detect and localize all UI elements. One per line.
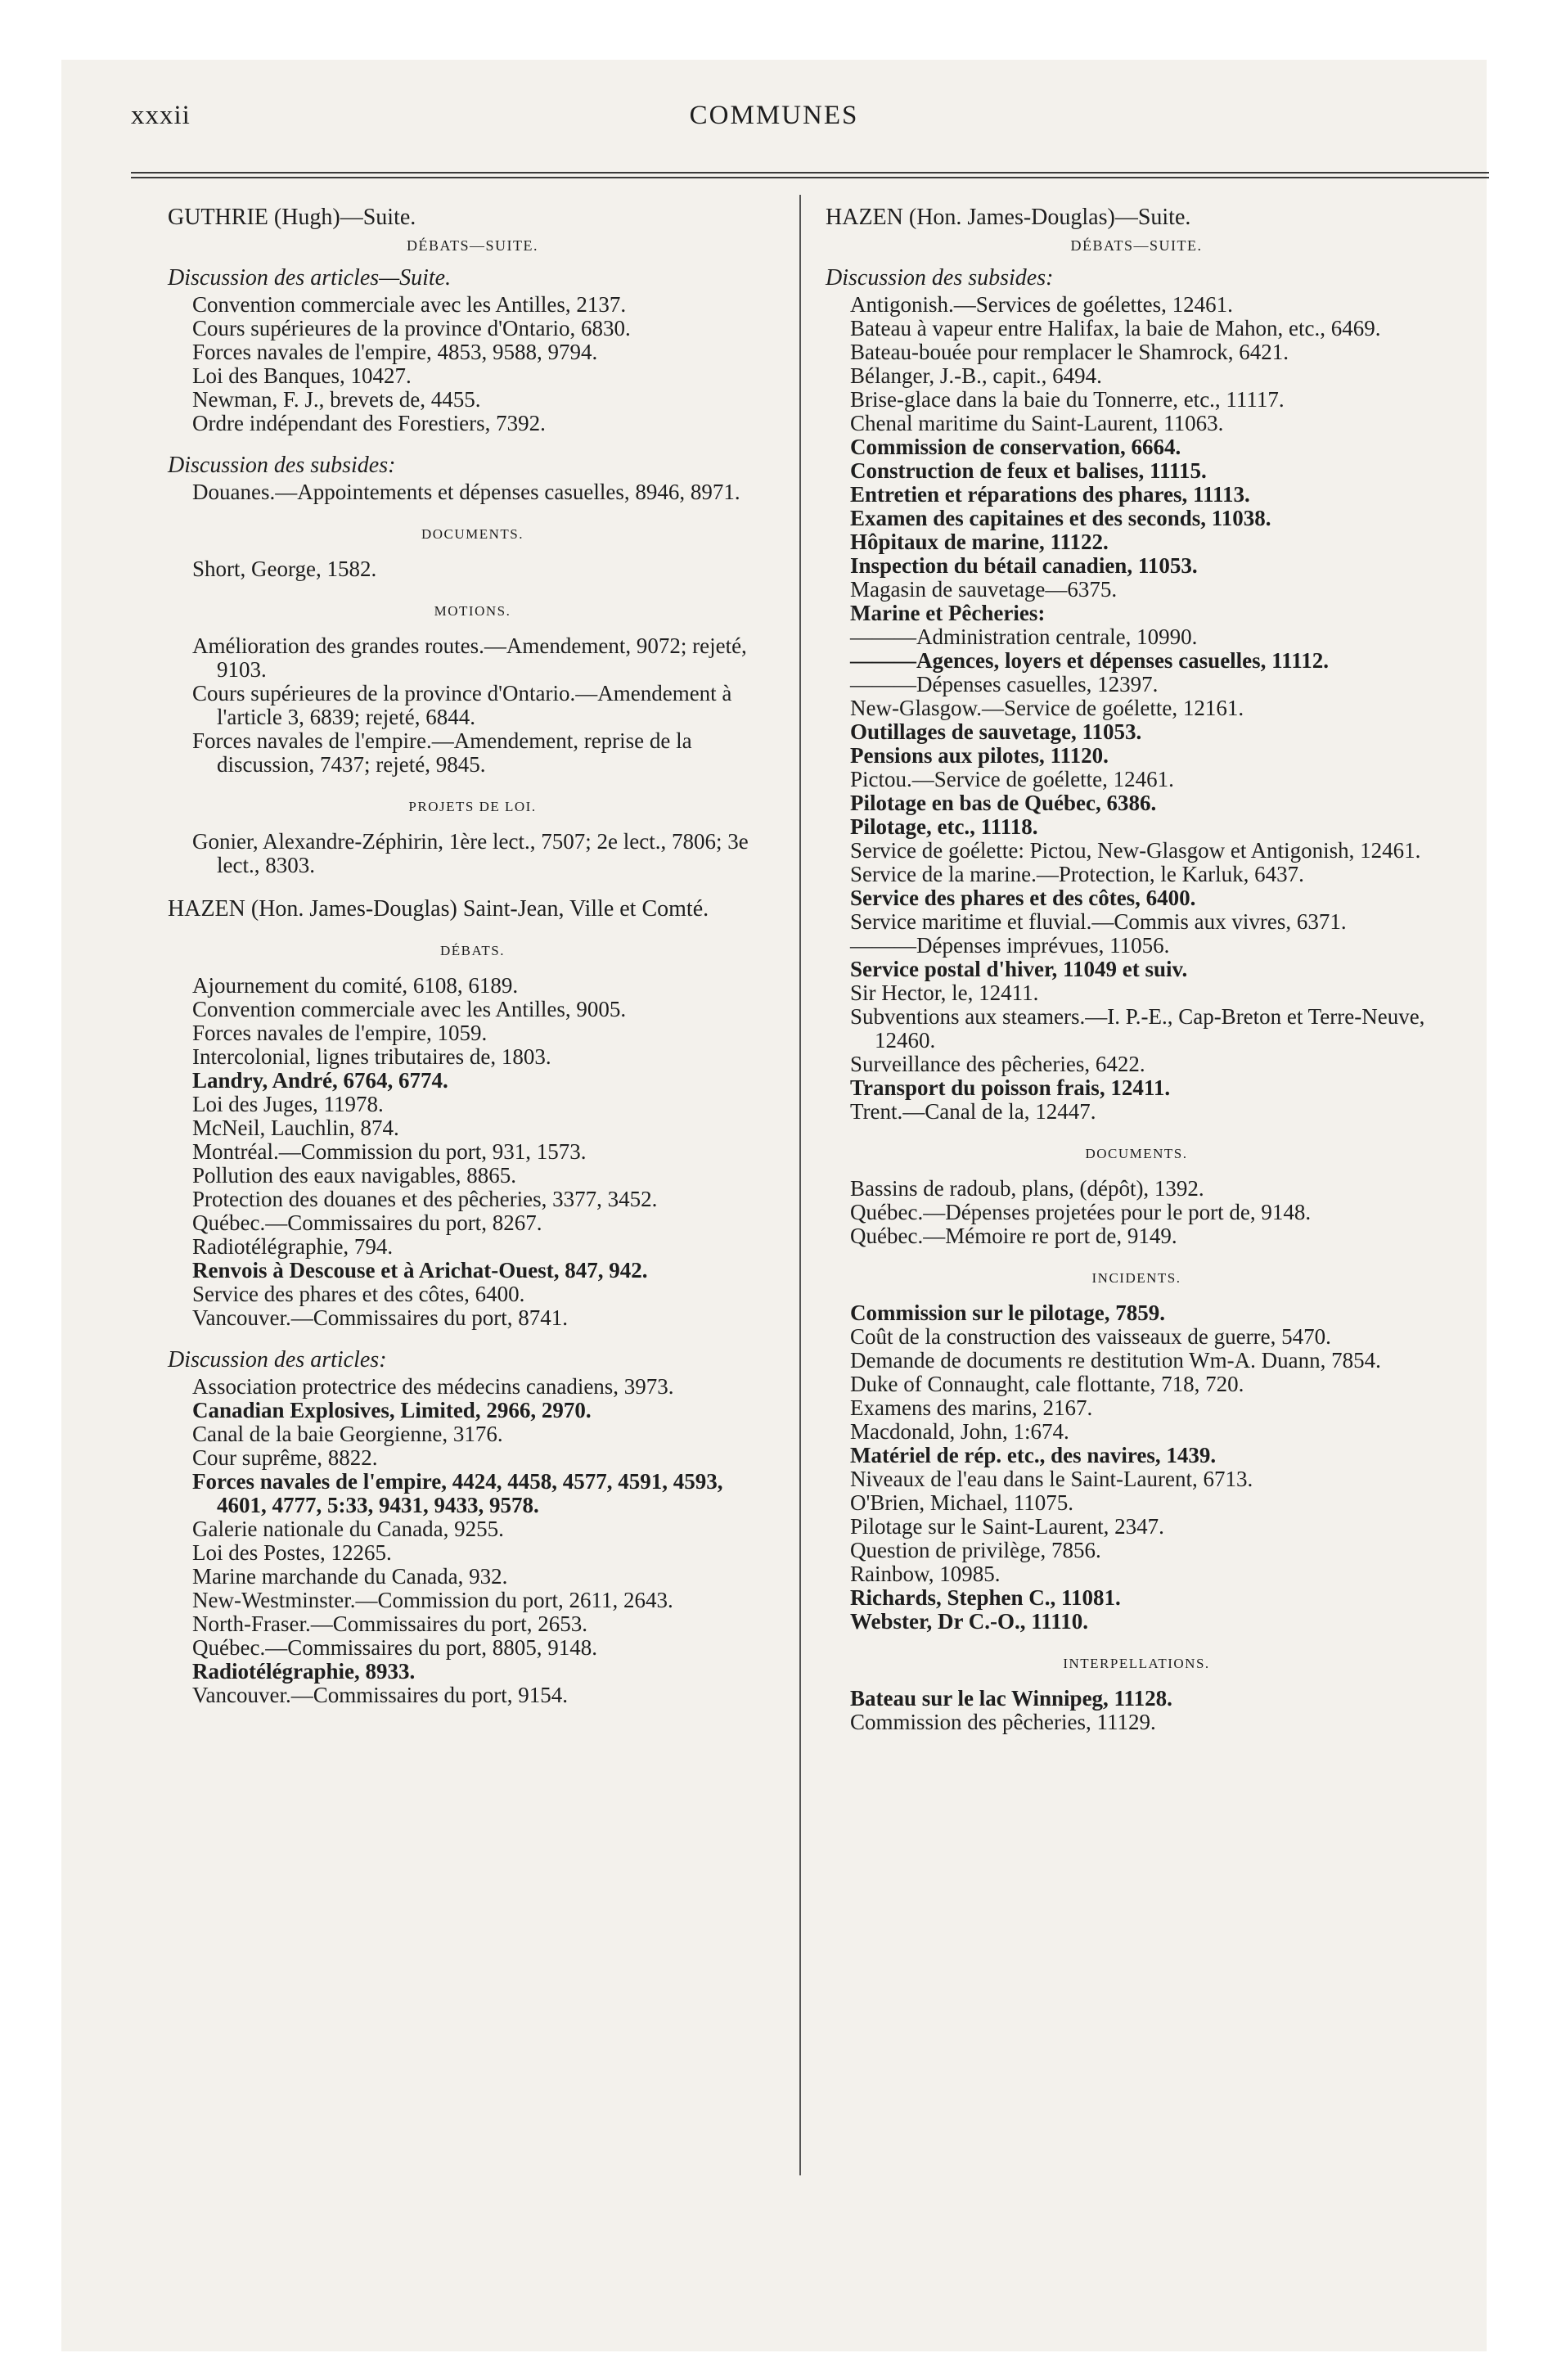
list-item: Vancouver.—Commissaires du port, 8741. xyxy=(192,1305,568,1330)
list-item: Amélioration des grandes routes.—Amendement, 9072; rejeté, 9103. xyxy=(192,633,747,682)
list-item: Pollution des eaux navigables, 8865. xyxy=(192,1163,516,1188)
list-item: Antigonish.—Services de goélettes, 12461. xyxy=(850,292,1233,317)
list-item: Construction de feux et balises, 11115. xyxy=(850,458,1207,483)
list-item: Pilotage sur le Saint-Laurent, 2347. xyxy=(850,1514,1164,1539)
list-item: Gonier, Alexandre-Zéphirin, 1ère lect., 7507; 2e lect., 7806; 3e lect., 8303. xyxy=(192,829,749,877)
interpellations-label: INTERPELLATIONS. xyxy=(1063,1656,1210,1671)
list-item: Québec.—Dépenses projetées pour le port de, 9148. xyxy=(850,1200,1312,1224)
list-item: Québec.—Commissaires du port, 8805, 9148. xyxy=(192,1635,597,1660)
list-item: Examen des capitaines et des seconds, 11038. xyxy=(850,506,1271,530)
column-divider xyxy=(799,195,801,2175)
list-item: Loi des Juges, 11978. xyxy=(192,1092,384,1116)
list-item: Service de goélette: Pictou, New-Glasgow et Antigonish, 12461. xyxy=(850,838,1421,863)
guthrie-articles-list xyxy=(168,293,777,435)
list-item: Service de la marine.—Protection, le Karluk, 6437. xyxy=(850,862,1304,886)
list-item: Magasin de sauvetage—6375. xyxy=(850,577,1118,602)
list-item: ———Administration centrale, 10990. xyxy=(850,624,1198,649)
list-item: Landry, André, 6764, 6774. xyxy=(192,1068,448,1093)
list-item: Convention commerciale avec les Antilles, 2137. xyxy=(192,292,627,317)
list-item: Bateau à vapeur entre Halifax, la baie de Mahon, etc., 6469. xyxy=(850,316,1381,340)
entry-heading-hazen: HAZEN (Hon. James-Douglas) Saint-Jean, Ville et Comté. xyxy=(168,896,709,922)
list-item: Macdonald, John, 1:674. xyxy=(850,1419,1069,1444)
left-column xyxy=(168,205,777,1707)
right-column xyxy=(826,205,1447,1734)
projets-de-loi-label: PROJETS DE LOI. xyxy=(408,799,537,814)
motions-label: MOTIONS. xyxy=(434,603,511,619)
list-item: Vancouver.—Commissaires du port, 9154. xyxy=(192,1683,568,1707)
list-item: Ordre indépendant des Forestiers, 7392. xyxy=(192,411,546,435)
list-item: Trent.—Canal de la, 12447. xyxy=(850,1099,1096,1124)
list-item: Commission des pêcheries, 11129. xyxy=(850,1710,1156,1734)
list-item: Forces navales de l'empire, 4853, 9588, 9794. xyxy=(192,340,598,364)
list-item: Brise-glace dans la baie du Tonnerre, etc., 11117. xyxy=(850,387,1285,412)
list-item: New-Westminster.—Commission du port, 2611, 2643. xyxy=(192,1588,673,1612)
debats-suite-label: DÉBATS—SUITE. xyxy=(1070,237,1203,254)
list-item: Hôpitaux de marine, 11122. xyxy=(850,530,1109,554)
list-item: ———Dépenses casuelles, 12397. xyxy=(850,672,1159,696)
list-item: Entretien et réparations des phares, 11113. xyxy=(850,482,1250,507)
hazen-interpellations-list xyxy=(826,1687,1447,1734)
list-item: Commission sur le pilotage, 7859. xyxy=(850,1300,1166,1325)
list-item: Duke of Connaught, cale flottante, 718, 720. xyxy=(850,1372,1244,1396)
list-item: Service des phares et des côtes, 6400. xyxy=(192,1282,525,1306)
list-item: ———Dépenses imprévues, 11056. xyxy=(850,933,1170,958)
list-item: Québec.—Mémoire re port de, 9149. xyxy=(850,1224,1177,1248)
hazen-subsides-list xyxy=(826,293,1447,1124)
list-item: Forces navales de l'empire, 1059. xyxy=(192,1021,488,1045)
list-item: Inspection du bétail canadien, 11053. xyxy=(850,553,1198,578)
list-item: Galerie nationale du Canada, 9255. xyxy=(192,1517,504,1541)
discussion-subsides-label: Discussion des subsides: xyxy=(826,265,1054,291)
list-item: North-Fraser.—Commissaires du port, 2653. xyxy=(192,1611,587,1636)
guthrie-motions-list xyxy=(168,634,777,777)
list-item: Newman, F. J., brevets de, 4455. xyxy=(192,387,481,412)
list-item: Bassins de radoub, plans, (dépôt), 1392. xyxy=(850,1176,1204,1201)
list-item: Cour suprême, 8822. xyxy=(192,1445,378,1470)
list-item: New-Glasgow.—Service de goélette, 12161. xyxy=(850,696,1244,720)
discussion-subsides-label: Discussion des subsides: xyxy=(168,453,396,478)
list-item: Rainbow, 10985. xyxy=(850,1562,1001,1586)
discussion-articles-label: Discussion des articles: xyxy=(168,1347,387,1373)
entry-heading-guthrie: GUTHRIE (Hugh)—Suite. xyxy=(168,205,416,230)
list-item: Marine marchande du Canada, 932. xyxy=(192,1564,508,1589)
debats-suite-label: DÉBATS—SUITE. xyxy=(406,237,538,254)
list-item: Pictou.—Service de goélette, 12461. xyxy=(850,767,1174,791)
list-item: Demande de documents re destitution Wm-A. Duann, 7854. xyxy=(850,1348,1381,1373)
list-item: Canadian Explosives, Limited, 2966, 2970. xyxy=(192,1398,592,1422)
list-item: Bateau-bouée pour remplacer le Shamrock, 6421. xyxy=(850,340,1289,364)
list-item: Chenal maritime du Saint-Laurent, 11063. xyxy=(850,411,1224,435)
documents-label: DOCUMENTS. xyxy=(421,526,524,542)
list-item: Subventions aux steamers.—I. P.-E., Cap-Breton et Terre-Neuve, 12460. xyxy=(850,1004,1425,1053)
list-item: Pilotage en bas de Québec, 6386. xyxy=(850,791,1157,815)
list-item: Service des phares et des côtes, 6400. xyxy=(850,886,1196,910)
list-item: Canal de la baie Georgienne, 3176. xyxy=(192,1422,503,1446)
discussion-articles-suite: Discussion des articles—Suite. xyxy=(168,265,452,291)
list-item: Radiotélégraphie, 8933. xyxy=(192,1659,416,1684)
list-item: Examens des marins, 2167. xyxy=(850,1395,1093,1420)
running-title: COMMUNES xyxy=(689,101,859,130)
header-rule-bottom xyxy=(131,177,1489,178)
list-item: Québec.—Commissaires du port, 8267. xyxy=(192,1210,542,1235)
list-item: Montréal.—Commission du port, 931, 1573. xyxy=(192,1139,587,1164)
guthrie-documents-list xyxy=(168,557,777,581)
hazen-incidents-list xyxy=(826,1301,1447,1634)
list-item: McNeil, Lauchlin, 874. xyxy=(192,1116,399,1140)
list-item: Radiotélégraphie, 794. xyxy=(192,1234,394,1259)
list-item: Service postal d'hiver, 11049 et suiv. xyxy=(850,957,1188,981)
page-scan xyxy=(61,60,1487,2351)
list-item: Transport du poisson frais, 12411. xyxy=(850,1075,1171,1100)
hazen-debats-list xyxy=(168,974,777,1330)
list-item: Webster, Dr C.-O., 11110. xyxy=(850,1609,1089,1634)
list-item: Loi des Banques, 10427. xyxy=(192,363,412,388)
list-item: Cours supérieures de la province d'Ontario.—Amendement à l'article 3, 6839; rejeté, 6844. xyxy=(192,681,732,729)
documents-label: DOCUMENTS. xyxy=(1085,1146,1188,1161)
list-item: Service maritime et fluvial.—Commis aux vivres, 6371. xyxy=(850,909,1347,934)
list-item: Convention commerciale avec les Antilles, 9005. xyxy=(192,997,627,1021)
list-item: Forces navales de l'empire.—Amendement, reprise de la discussion, 7437; rejeté, 9845. xyxy=(192,728,692,777)
guthrie-subsides-list xyxy=(168,480,777,504)
list-item: ———Agences, loyers et dépenses casuelles, 11112. xyxy=(850,648,1329,673)
list-item: Niveaux de l'eau dans le Saint-Laurent, 6713. xyxy=(850,1467,1253,1491)
list-item: Bélanger, J.-B., capit., 6494. xyxy=(850,363,1102,388)
hazen-articles-list xyxy=(168,1375,777,1707)
list-item: Sir Hector, le, 12411. xyxy=(850,980,1039,1005)
list-item: Marine et Pêcheries: xyxy=(850,601,1046,625)
list-item: Question de privilège, 7856. xyxy=(850,1538,1101,1562)
list-item: Ajournement du comité, 6108, 6189. xyxy=(192,973,519,998)
list-item: Protection des douanes et des pêcheries, 3377, 3452. xyxy=(192,1187,658,1211)
list-item: Douanes.—Appointements et dépenses casuelles, 8946, 8971. xyxy=(192,480,740,504)
list-item: Pensions aux pilotes, 11120. xyxy=(850,743,1109,768)
list-item: Association protectrice des médecins canadiens, 3973. xyxy=(192,1374,674,1399)
debats-label: DÉBATS. xyxy=(440,943,505,958)
list-item: Coût de la construction des vaisseaux de guerre, 5470. xyxy=(850,1324,1331,1349)
list-item: Bateau sur le lac Winnipeg, 11128. xyxy=(850,1686,1172,1711)
list-item: Richards, Stephen C., 11081. xyxy=(850,1585,1121,1610)
list-item: Pilotage, etc., 11118. xyxy=(850,814,1038,839)
running-header xyxy=(61,60,1487,158)
list-item: Short, George, 1582. xyxy=(192,557,377,581)
entry-heading-hazen-suite: HAZEN (Hon. James-Douglas)—Suite. xyxy=(826,205,1191,230)
list-item: Intercolonial, lignes tributaires de, 1803. xyxy=(192,1044,551,1069)
list-item: Outillages de sauvetage, 11053. xyxy=(850,719,1142,744)
list-item: Loi des Postes, 12265. xyxy=(192,1540,392,1565)
guthrie-projets-list xyxy=(168,830,777,877)
incidents-label: INCIDENTS. xyxy=(1091,1270,1181,1286)
list-item: Renvois à Descouse et à Arichat-Ouest, 847, 942. xyxy=(192,1258,648,1282)
list-item: Commission de conservation, 6664. xyxy=(850,435,1181,459)
list-item: Forces navales de l'empire, 4424, 4458, 4577, 4591, 4593, 4601, 4777, 5:33, 9431, 9433, 9578. xyxy=(192,1469,723,1517)
list-item: Cours supérieures de la province d'Ontario, 6830. xyxy=(192,316,631,340)
list-item: Surveillance des pêcheries, 6422. xyxy=(850,1052,1145,1076)
header-rule-top xyxy=(131,172,1489,174)
list-item: Matériel de rép. etc., des navires, 1439. xyxy=(850,1443,1217,1467)
page-number: xxxii xyxy=(131,101,191,130)
hazen-documents-list xyxy=(826,1177,1447,1248)
list-item: O'Brien, Michael, 11075. xyxy=(850,1490,1074,1515)
